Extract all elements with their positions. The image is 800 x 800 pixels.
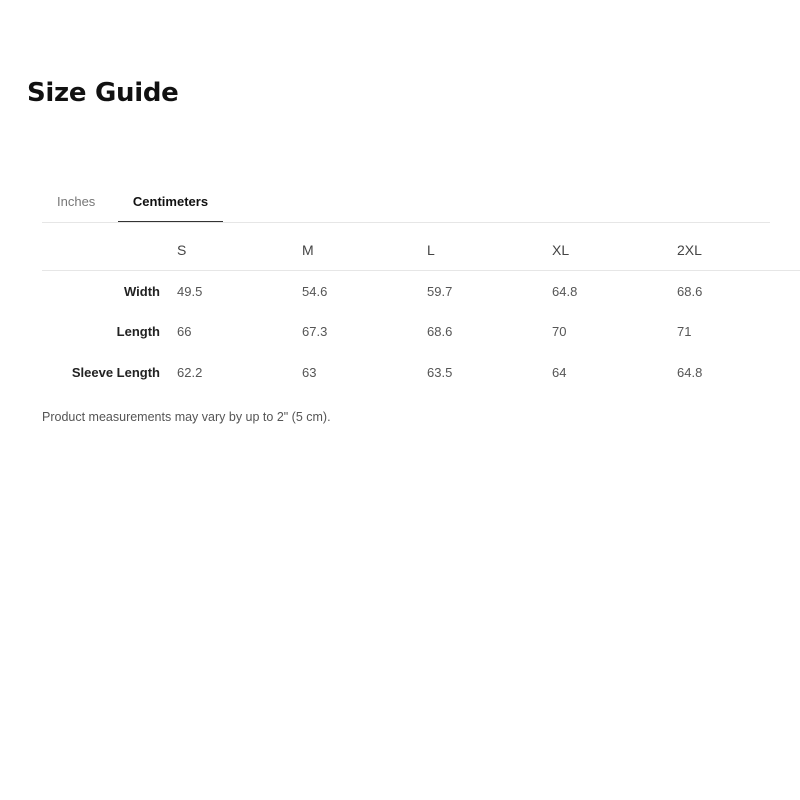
table-cell: 70 — [552, 324, 567, 339]
table-row — [42, 311, 800, 352]
row-label: Length — [116, 324, 160, 339]
table-cell: 71 — [677, 324, 692, 339]
page-title: Size Guide — [27, 78, 179, 108]
table-cell: 64 — [552, 365, 567, 380]
table-cell: 64.8 — [677, 365, 703, 380]
header-corner — [42, 230, 177, 270]
size-header: M — [302, 241, 314, 258]
size-header: S — [177, 241, 187, 258]
size-table — [42, 230, 800, 393]
table-cell: 54.6 — [302, 284, 328, 300]
table-cell: 68.6 — [677, 284, 703, 300]
table-cell: 67.3 — [302, 324, 328, 339]
table-cell: 59.7 — [427, 284, 453, 300]
measurement-note: Product measurements may vary by up to 2" (5 cm). — [42, 410, 331, 424]
size-header: L — [427, 241, 435, 258]
tab-inches[interactable]: Inches — [57, 194, 96, 209]
table-cell: 64.8 — [552, 284, 578, 300]
size-header: XL — [552, 241, 570, 258]
row-label: Sleeve Length — [71, 365, 160, 380]
row-label: Width — [124, 284, 160, 300]
table-cell: 66 — [177, 324, 192, 339]
table-cell: 49.5 — [177, 284, 203, 300]
table-cell: 62.2 — [177, 365, 203, 380]
table-row — [42, 270, 800, 311]
table-cell: 63.5 — [427, 365, 453, 380]
size-header: 2XL — [677, 241, 702, 258]
table-row — [42, 352, 800, 393]
size-header-row — [42, 230, 800, 270]
table-cell: 63 — [302, 365, 317, 380]
table-cell: 68.6 — [427, 324, 453, 339]
unit-tabs — [42, 183, 770, 223]
tab-centimeters[interactable]: Centimeters — [118, 183, 223, 222]
